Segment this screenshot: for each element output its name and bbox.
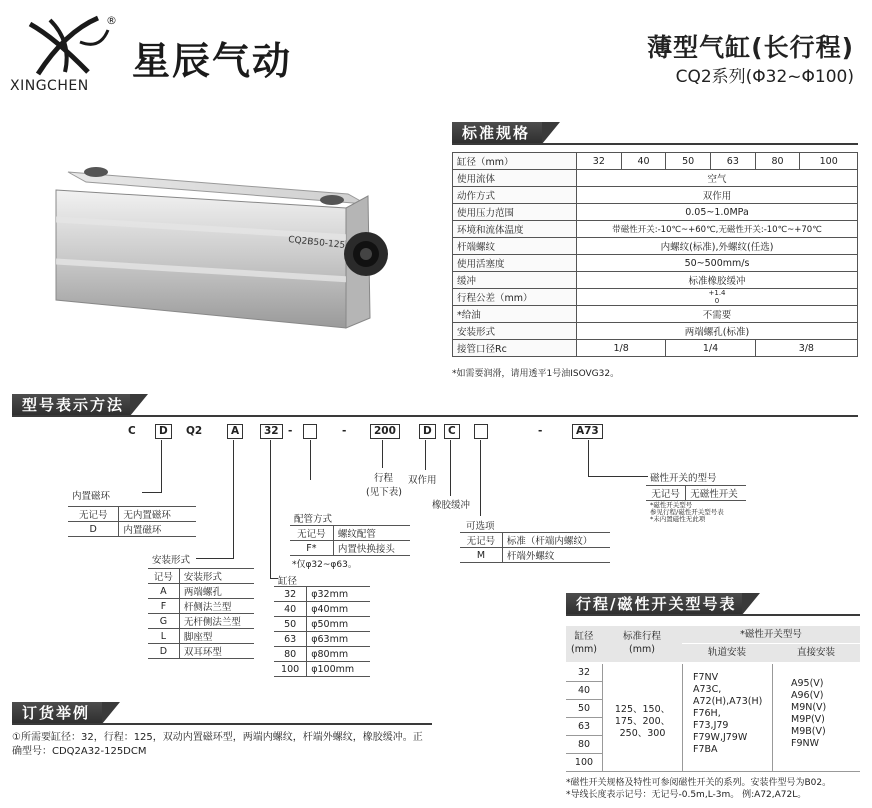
stroke-line: 250、300 — [619, 728, 666, 739]
code-d-magnet: D — [155, 424, 172, 439]
table-row — [148, 584, 254, 599]
table-row — [274, 647, 370, 662]
row-value: 0.05~1.0MPa — [577, 204, 858, 221]
order-heading: 订货举例 — [12, 702, 102, 724]
stroke-table-heading-rule — [566, 614, 860, 616]
bore-63: 63 — [711, 153, 756, 170]
connector-line — [270, 578, 278, 579]
direct-mount-cell — [772, 664, 860, 772]
product-image — [48, 150, 388, 340]
stroke-table-heading: 行程/磁性开关型号表 — [566, 593, 742, 615]
option-title: 可选项 — [466, 521, 495, 532]
option-desc: 标准（杆端内螺纹） — [502, 533, 610, 548]
port-value: 1/4 — [666, 340, 755, 357]
row-value: 标准橡胶缓冲 — [577, 272, 858, 289]
row-value: 不需要 — [577, 306, 858, 323]
table-row — [453, 221, 858, 238]
switch-note: 参见行程/磁性开关型号表 — [650, 508, 724, 516]
code-switch: A73 — [572, 424, 603, 439]
bore-size: φ100mm — [307, 662, 370, 677]
row-label: 行程公差（mm） — [453, 289, 577, 306]
connector-line — [142, 492, 162, 493]
code-dash: - — [538, 425, 543, 437]
rail-model: F76H, — [693, 708, 721, 719]
code-d-double: D — [419, 424, 436, 439]
row-value: 空气 — [577, 170, 858, 187]
table-row — [148, 644, 254, 659]
switch-notes — [650, 502, 724, 523]
bore-code: 100 — [274, 662, 307, 677]
table-row — [453, 323, 858, 340]
row-value: 双作用 — [577, 187, 858, 204]
bore-32: 32 — [577, 153, 622, 170]
col-stroke-header — [602, 626, 682, 662]
col-stroke-unit: (mm) — [629, 644, 655, 655]
bore-column — [566, 664, 602, 772]
table-row — [460, 548, 610, 563]
piping-desc: 内置快换接头 — [333, 541, 410, 556]
switch-code: 无记号 — [646, 486, 686, 501]
option-code: M — [460, 548, 502, 563]
stroke-line: 125、150、 — [614, 704, 671, 715]
bore-size: φ32mm — [307, 587, 370, 602]
mount-title: 安装形式 — [152, 555, 191, 566]
bore-cell: 80 — [566, 736, 602, 754]
row-value: 带磁性开关:-10℃~+60℃,无磁性开关:-10℃~+70℃ — [577, 221, 858, 238]
bore-size: φ63mm — [307, 632, 370, 647]
bore-size: φ80mm — [307, 647, 370, 662]
xingchen-logo-icon — [10, 12, 120, 82]
row-value: 两端螺孔(标准) — [577, 323, 858, 340]
spec-footnote: *如需要润滑，请用透平1号油ISOVG32。 — [452, 369, 620, 379]
mount-type: 双耳环型 — [179, 644, 254, 659]
row-label: *给油 — [453, 306, 577, 323]
spec-heading-rule — [452, 143, 858, 145]
order-heading-rule — [12, 723, 432, 725]
bore-size: φ50mm — [307, 617, 370, 632]
connector-line — [425, 440, 426, 470]
bore-40: 40 — [621, 153, 666, 170]
bore-cell: 40 — [566, 682, 602, 700]
code-option-blank — [474, 424, 488, 439]
model-heading: 型号表示方法 — [12, 394, 130, 416]
table-row — [453, 153, 858, 170]
mount-code: D — [148, 644, 179, 659]
mount-code: F — [148, 599, 179, 614]
bore-code: 63 — [274, 632, 307, 647]
row-value: 50~500mm/s — [577, 255, 858, 272]
piping-code: F* — [290, 541, 333, 556]
rail-model: F7NV — [693, 672, 719, 683]
bore-code: 40 — [274, 602, 307, 617]
piping-code: 无记号 — [290, 526, 333, 541]
mount-code: L — [148, 629, 179, 644]
connector-line — [196, 558, 234, 559]
table-row — [453, 306, 858, 323]
connector-line — [270, 440, 271, 578]
bore-cell: 100 — [566, 754, 602, 772]
switch-code-table — [646, 485, 746, 501]
bore-table — [274, 586, 370, 677]
piping-title: 配管方式 — [294, 514, 333, 525]
rail-model: F73,J79 — [693, 720, 729, 731]
table-row — [453, 204, 858, 221]
connector-line — [161, 440, 162, 492]
bore-title: 缸径 — [278, 576, 298, 587]
row-label: 使用流体 — [453, 170, 577, 187]
rail-model: F7BA — [693, 744, 718, 755]
switch-desc: 无磁性开关 — [686, 486, 746, 501]
row-label: 接管口径Rc — [453, 340, 577, 357]
magnet-table — [68, 506, 196, 537]
switch-title: 磁性开关的型号 — [650, 473, 717, 484]
stroke-line: 175、200、 — [614, 716, 671, 727]
bore-code: 50 — [274, 617, 307, 632]
option-table — [460, 532, 610, 563]
double-acting-label: 双作用 — [408, 475, 437, 486]
model-heading-rule — [12, 415, 858, 417]
bore-cell: 63 — [566, 718, 602, 736]
option-desc: 杆端外螺纹 — [502, 548, 610, 563]
piping-desc: 螺纹配管 — [333, 526, 410, 541]
stroke-cell — [602, 664, 682, 772]
stroke-sub: (见下表) — [366, 487, 402, 498]
stroke-switch-table — [566, 626, 860, 772]
cylinder-label: CQ2B50-125 — [287, 235, 346, 251]
table-row — [290, 526, 410, 541]
bore-header: 缸径（mm） — [453, 153, 577, 170]
table-row — [453, 238, 858, 255]
bore-80: 80 — [755, 153, 800, 170]
piping-note: *仅φ32~φ63。 — [292, 560, 357, 570]
code-c: C — [128, 425, 136, 437]
col-rail-header: 轨道安装 — [682, 644, 772, 662]
brand-name: 星辰气动 — [132, 39, 293, 83]
table-row — [148, 569, 254, 584]
order-example-text: ①所需要缸径：32，行程：125，双动内置磁环型，两端内螺纹，杆端外螺纹，橡胶缓冲。正确型号：CDQ2A32-125DCM — [12, 732, 423, 757]
mount-type: 两端螺孔 — [179, 584, 254, 599]
tolerance-lower: 0 — [714, 297, 720, 305]
code-a-mount: A — [227, 424, 243, 439]
mount-table — [148, 568, 254, 659]
table-row — [290, 541, 410, 556]
magnet-code: 无记号 — [68, 507, 119, 522]
magnet-code: D — [68, 522, 119, 537]
mount-code: G — [148, 614, 179, 629]
bore-50: 50 — [666, 153, 711, 170]
mount-header-type: 安装形式 — [179, 569, 254, 584]
connector-line — [480, 440, 481, 516]
connector-line — [382, 440, 383, 468]
switch-note: *磁性开关型号 — [650, 501, 693, 509]
row-label: 杆端螺纹 — [453, 238, 577, 255]
stroke-table-note: *导线长度表示记号：无记号-0.5m,L-3m。 例:A72,A72L。 — [566, 790, 807, 800]
table-row — [453, 272, 858, 289]
mount-type: 无杆侧法兰型 — [179, 614, 254, 629]
mount-type: 杆侧法兰型 — [179, 599, 254, 614]
piping-table — [290, 525, 410, 556]
col-bore-header — [566, 626, 602, 662]
mount-header-code: 记号 — [148, 569, 179, 584]
table-row — [453, 340, 858, 357]
table-row — [460, 533, 610, 548]
table-row — [646, 486, 746, 501]
row-value: 内螺纹(标准),外螺纹(任选) — [577, 238, 858, 255]
code-q2: Q2 — [186, 425, 203, 437]
rail-mount-cell — [682, 664, 772, 772]
bore-100: 100 — [800, 153, 858, 170]
connector-line — [233, 440, 234, 558]
bore-size: φ40mm — [307, 602, 370, 617]
direct-model: M9B(V) — [791, 726, 826, 737]
code-dash: - — [288, 425, 293, 437]
table-row — [453, 187, 858, 204]
col-bore-label: 缸径 — [574, 631, 594, 642]
table-row — [148, 629, 254, 644]
row-label: 缓冲 — [453, 272, 577, 289]
table-row — [453, 289, 858, 306]
switch-note: *未内置磁性无此项 — [650, 515, 706, 523]
logo-text: XINGCHEN — [10, 78, 89, 94]
row-label: 环境和流体温度 — [453, 221, 577, 238]
col-bore-unit: (mm) — [571, 644, 597, 655]
port-value: 1/8 — [577, 340, 666, 357]
table-row — [274, 602, 370, 617]
page-title: 薄型气缸(长行程) — [647, 33, 854, 62]
bore-cell: 32 — [566, 664, 602, 682]
spec-heading: 标准规格 — [452, 122, 542, 144]
connector-line — [310, 440, 311, 480]
direct-model: A96(V) — [791, 690, 824, 701]
stroke-title: 行程 — [374, 473, 394, 484]
registered-mark: ® — [106, 14, 117, 27]
rail-model: A73C, — [693, 684, 722, 695]
table-row — [68, 522, 196, 537]
stroke-table-note: *磁性开关规格及特性可参阅磁性开关的系列。安装件型号为B02。 — [566, 778, 832, 788]
table-row — [453, 170, 858, 187]
code-c-cushion: C — [444, 424, 460, 439]
tolerance-value — [577, 289, 858, 306]
bore-code: 32 — [274, 587, 307, 602]
connector-line — [588, 440, 589, 476]
col-switch-header: *磁性开关型号 — [682, 626, 860, 644]
connector-line — [588, 476, 648, 477]
page-subtitle: CQ2系列(Φ32~Φ100) — [675, 67, 854, 87]
tolerance-upper: +1.4 — [708, 289, 726, 297]
bore-code: 80 — [274, 647, 307, 662]
mount-type: 脚座型 — [179, 629, 254, 644]
direct-model: F9NW — [791, 738, 820, 749]
table-row — [274, 632, 370, 647]
table-row — [274, 662, 370, 677]
option-code: 无记号 — [460, 533, 502, 548]
port-value: 3/8 — [755, 340, 857, 357]
code-dash: - — [342, 425, 347, 437]
col-stroke-label: 标准行程 — [622, 631, 661, 642]
rail-model: A72(H),A73(H) — [693, 696, 763, 707]
row-label: 使用活塞度 — [453, 255, 577, 272]
stroke-table-notes — [566, 777, 831, 801]
magnet-desc: 无内置磁环 — [119, 507, 196, 522]
code-bore: 32 — [260, 424, 283, 439]
table-row — [453, 255, 858, 272]
table-row — [274, 617, 370, 632]
rail-model: F79W,J79W — [693, 732, 748, 743]
row-label: 动作方式 — [453, 187, 577, 204]
direct-model: M9N(V) — [791, 702, 827, 713]
row-label: 安装形式 — [453, 323, 577, 340]
table-row — [148, 599, 254, 614]
mount-code: A — [148, 584, 179, 599]
spec-table — [452, 152, 858, 357]
rubber-cushion-label: 橡胶缓冲 — [432, 500, 471, 511]
row-label: 使用压力范围 — [453, 204, 577, 221]
code-piping-blank — [303, 424, 317, 439]
magnet-title: 内置磁环 — [72, 491, 111, 502]
col-direct-header: 直接安装 — [772, 644, 860, 662]
table-row — [274, 587, 370, 602]
bore-cell: 50 — [566, 700, 602, 718]
direct-model: M9P(V) — [791, 714, 825, 725]
connector-line — [450, 440, 451, 496]
table-row — [148, 614, 254, 629]
magnet-desc: 内置磁环 — [119, 522, 196, 537]
code-stroke: 200 — [370, 424, 400, 439]
table-row — [68, 507, 196, 522]
direct-model: A95(V) — [791, 678, 824, 689]
